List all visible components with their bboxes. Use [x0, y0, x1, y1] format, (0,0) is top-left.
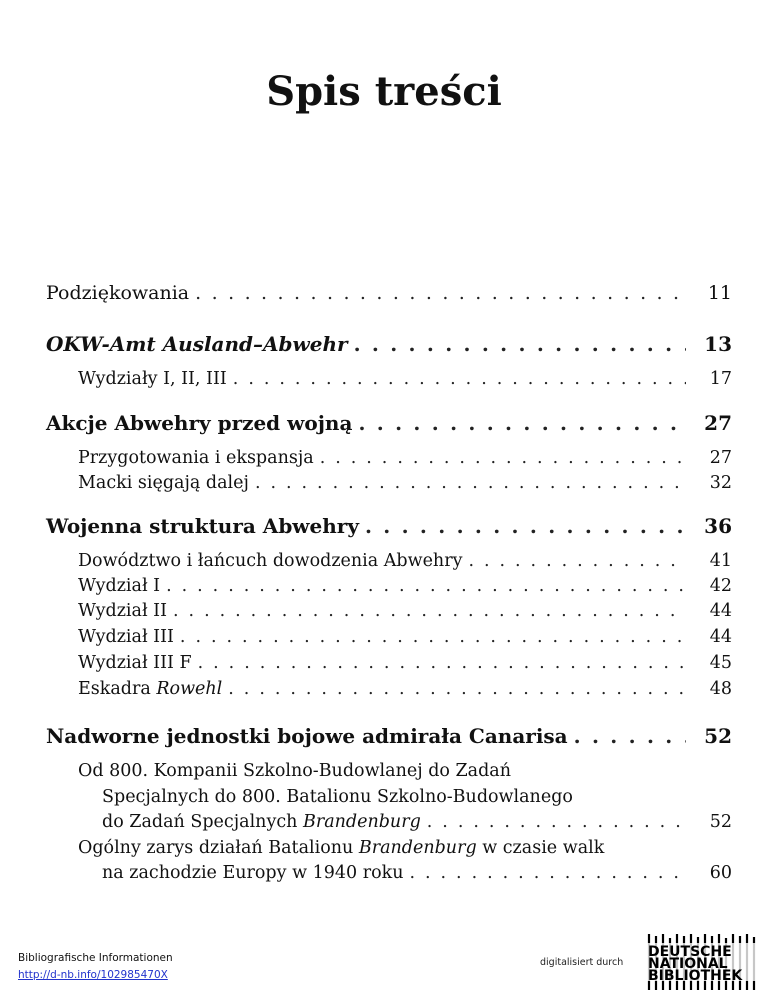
leader-dots: [365, 514, 686, 538]
dnb-logo-line2: NATIONAL: [648, 956, 728, 972]
toc-entry-wojenna: [46, 514, 732, 538]
toc-entry-podziekowania: [46, 282, 732, 304]
bibliographic-info-link[interactable]: http://d-nb.info/102985470X: [18, 969, 168, 981]
toc-entry-label: [102, 812, 421, 832]
toc-entry-akcje: [46, 411, 732, 435]
toc-entry-label: Wydziały I, II, III: [78, 369, 227, 389]
toc-entry-label-italic: Rowehl: [156, 679, 223, 699]
toc-entry-label-prefix: Ogólny zarys działań Batalionu: [78, 838, 359, 858]
toc-entry-label: Wydział III F: [78, 653, 192, 673]
toc-page-number: 44: [709, 601, 732, 621]
toc-entry-macki: [78, 473, 732, 493]
toc-entry-ogolny: [102, 863, 732, 883]
toc-page-number: 52: [704, 724, 732, 748]
toc-page-number: 42: [709, 576, 732, 596]
toc-page-number: 60: [709, 863, 732, 883]
toc-page-number: 17: [709, 369, 732, 389]
page-title: Spis treści: [266, 68, 502, 115]
leader-dots: [409, 863, 686, 883]
toc-entry-label: Macki sięgają dalej: [78, 473, 249, 493]
toc-entry-wydzial-2: [78, 601, 732, 621]
toc-entry-ogolny-line1: [78, 838, 604, 858]
leader-dots: [195, 282, 686, 304]
leader-dots: [255, 473, 686, 493]
leader-dots: [468, 551, 686, 571]
toc-page-number: 44: [709, 627, 732, 647]
toc-entry-label: Wojenna struktura Abwehry: [46, 514, 359, 538]
dnb-logo: [646, 934, 758, 990]
bibliographic-info-label: Bibliografische Informationen: [18, 952, 173, 964]
leader-dots: [198, 653, 686, 673]
leader-dots: [574, 724, 686, 748]
bibliographic-info: [18, 950, 173, 984]
toc-entry-label-suffix: w czasie walk: [476, 838, 605, 858]
toc-entry-label: OKW-Amt Ausland–Abwehr: [46, 332, 348, 356]
toc-entry-label: na zachodzie Europy w 1940 roku: [102, 863, 404, 883]
toc-entry-label: Dowództwo i łańcuch dowodzenia Abwehry: [78, 551, 463, 571]
toc-entry-od800-line2: Specjalnych do 800. Batalionu Szkolno-Budowlanego: [102, 787, 573, 807]
toc-page-number: 32: [709, 473, 732, 493]
toc-entry-label: Przygotowania i ekspansja: [78, 448, 314, 468]
toc-entry-dowodztwo: [78, 551, 732, 571]
toc-entry-eskadra: [78, 679, 732, 699]
toc-entry-label: Podziękowania: [46, 282, 190, 304]
toc-entry-label: Wydział III: [78, 627, 174, 647]
toc-page-number: 13: [704, 332, 732, 356]
toc-page-number: 41: [709, 551, 732, 571]
toc-entry-label-prefix: Eskadra: [78, 679, 157, 699]
toc-page-number: 36: [704, 514, 732, 538]
toc-page-number: 27: [709, 448, 732, 468]
toc-entry-label: Wydział I: [78, 576, 161, 596]
toc-entry-od800-line1: Od 800. Kompanii Szkolno-Budowlanej do Zadań: [78, 761, 511, 781]
leader-dots: [173, 601, 686, 621]
toc-entry-label-italic: Brandenburg: [358, 838, 477, 858]
digitalized-by-label: digitalisiert durch: [540, 957, 624, 968]
toc-page-number: 11: [707, 282, 732, 304]
leader-dots: [354, 332, 686, 356]
toc-entry-od800: [102, 812, 732, 832]
toc-entry-wydzial-3f: [78, 653, 732, 673]
toc-page-number: 27: [704, 411, 732, 435]
toc-entry-label: Nadworne jednostki bojowe admirała Canarisa: [46, 724, 568, 748]
toc-entry-okw: [46, 332, 732, 356]
leader-dots: [427, 812, 686, 832]
leader-dots: [320, 448, 686, 468]
toc-entry-wydzialy: [78, 369, 732, 389]
toc-page-number: 52: [709, 812, 732, 832]
dnb-logo-line3: BIBLIOTHEK: [648, 968, 743, 984]
leader-dots: [228, 679, 686, 699]
leader-dots: [180, 627, 686, 647]
toc-entry-label-prefix: do Zadań Specjalnych: [102, 812, 303, 832]
toc-entry-label-italic: Brandenburg: [302, 812, 421, 832]
leader-dots: [233, 369, 686, 389]
toc-entry-wydzial-3: [78, 627, 732, 647]
toc-entry-label: Wydział II: [78, 601, 168, 621]
dnb-logo-line1: DEUTSCHE: [648, 944, 732, 960]
leader-dots: [358, 411, 686, 435]
toc-page-number: 48: [709, 679, 732, 699]
toc-page-number: 45: [709, 653, 732, 673]
toc-entry-label: Akcje Abwehry przed wojną: [46, 411, 353, 435]
toc-entry-przygotowania: [78, 448, 732, 468]
toc-entry-wydzial-1: [78, 576, 732, 596]
leader-dots: [166, 576, 686, 596]
toc-entry-nadworne: [46, 724, 732, 748]
toc-entry-label: [78, 679, 222, 699]
